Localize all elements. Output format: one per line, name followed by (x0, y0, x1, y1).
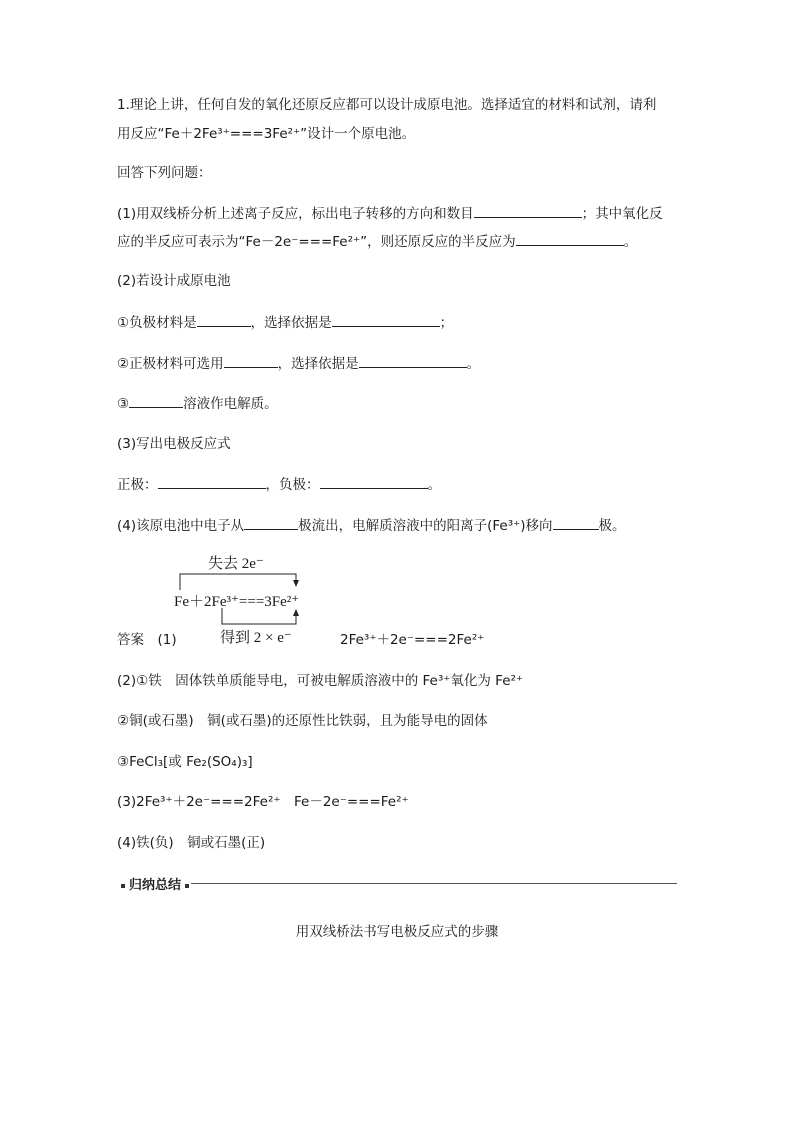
answer-blank-3 (197, 312, 251, 327)
part4-line (117, 515, 626, 536)
answer-2-2: ②铜(或石墨) 铜(或石墨)的还原性比铁弱，且为能导电的固体 (117, 713, 488, 729)
summary-label-wrap (117, 874, 193, 893)
double-bridge-diagram (168, 552, 348, 644)
part4-text-a: (4)该原电池中电子从 (117, 518, 245, 534)
answer-label: 答案 (1) (117, 632, 177, 648)
top-bracket-line (180, 574, 296, 590)
answer-half-reaction: 2Fe³⁺＋2e⁻===2Fe²⁺ (340, 632, 485, 648)
summary-divider (117, 874, 677, 894)
part2-2-text-b: ，选择依据是 (277, 356, 359, 372)
answer-blank-11 (553, 515, 599, 530)
answer-2-1: (2)①铁 固体铁单质能导电，可被电解质溶液中的 Fe³⁺氧化为 Fe²⁺ (117, 673, 524, 689)
part2-item-2 (117, 353, 480, 374)
answer-blank-2 (516, 231, 624, 246)
part2-item-3 (117, 393, 278, 414)
part1-text-c: 应的半反应可表示为“Fe－2e⁻===Fe²⁺”，则还原反应的半反应为 (117, 234, 516, 250)
part2-3-text-b: 溶液作电解质。 (183, 396, 278, 412)
part3-line (117, 474, 441, 495)
answer-2-3: ③FeCl₃[或 Fe₂(SO₄)₃] (117, 754, 253, 770)
part1-text-b: ；其中氧化反 (581, 206, 663, 222)
part3-text-b: ，负极： (265, 477, 320, 493)
part4-text-b: 极流出，电解质溶液中的阳离子(Fe³⁺)移向 (298, 518, 553, 534)
part2-heading: (2)若设计成原电池 (117, 273, 231, 289)
answer-blank-10 (244, 515, 298, 530)
part2-1-text-a: ①负极材料是 (117, 315, 197, 331)
part1-line-1 (117, 203, 663, 224)
answer-3: (3)2Fe³⁺＋2e⁻===2Fe²⁺ Fe－2e⁻===Fe²⁺ (117, 794, 409, 810)
part1-text-a: (1)用双线桥分析上述离子反应，标出电子转移的方向和数目 (117, 206, 474, 222)
summary-title: 用双线桥法书写电极反应式的步骤 (295, 924, 499, 940)
question-intro-line-1: 1.理论上讲，任何自发的氧化还原反应都可以设计成原电池。选择适宜的材料和试剂，请利 (117, 97, 657, 113)
part3-text-a: 正极： (117, 477, 158, 493)
divider-line (191, 883, 677, 884)
diagram-top-label: 失去 2e⁻ (208, 556, 264, 572)
diagram-equation: Fe＋2Fe³⁺===3Fe²⁺ (174, 594, 300, 610)
part4-text-c: 极。 (598, 518, 626, 534)
part2-3-text-a: ③ (117, 396, 130, 412)
question-prompt: 回答下列问题： (117, 165, 212, 181)
question-intro-line-2: 用反应“Fe＋2Fe³⁺===3Fe²⁺”设计一个原电池。 (117, 126, 416, 142)
square-bullet-icon (185, 884, 189, 888)
part2-1-text-c: ； (439, 315, 454, 331)
answer-blank-9 (320, 474, 428, 489)
diagram-bottom-label: 得到 2 × e⁻ (220, 630, 292, 646)
part2-item-1 (117, 312, 453, 333)
answer-blank-1 (474, 203, 582, 218)
part3-heading: (3)写出电极反应式 (117, 436, 231, 452)
part2-2-text-c: 。 (466, 356, 481, 372)
answer-blank-4 (332, 312, 440, 327)
answer-blank-6 (359, 353, 467, 368)
part1-line-2 (117, 231, 637, 252)
answer-blank-7 (129, 393, 183, 408)
answer-4: (4)铁(负) 铜或石墨(正) (117, 835, 266, 851)
part2-1-text-b: ，选择依据是 (250, 315, 332, 331)
square-bullet-icon (121, 884, 125, 888)
answer-blank-5 (224, 353, 278, 368)
summary-label: 归纳总结 (129, 878, 182, 893)
answer-blank-8 (158, 474, 266, 489)
part3-text-c: 。 (427, 477, 441, 493)
top-arrow-head (293, 580, 299, 587)
part2-2-text-a: ②正极材料可选用 (117, 356, 224, 372)
part1-text-d: 。 (623, 234, 638, 250)
